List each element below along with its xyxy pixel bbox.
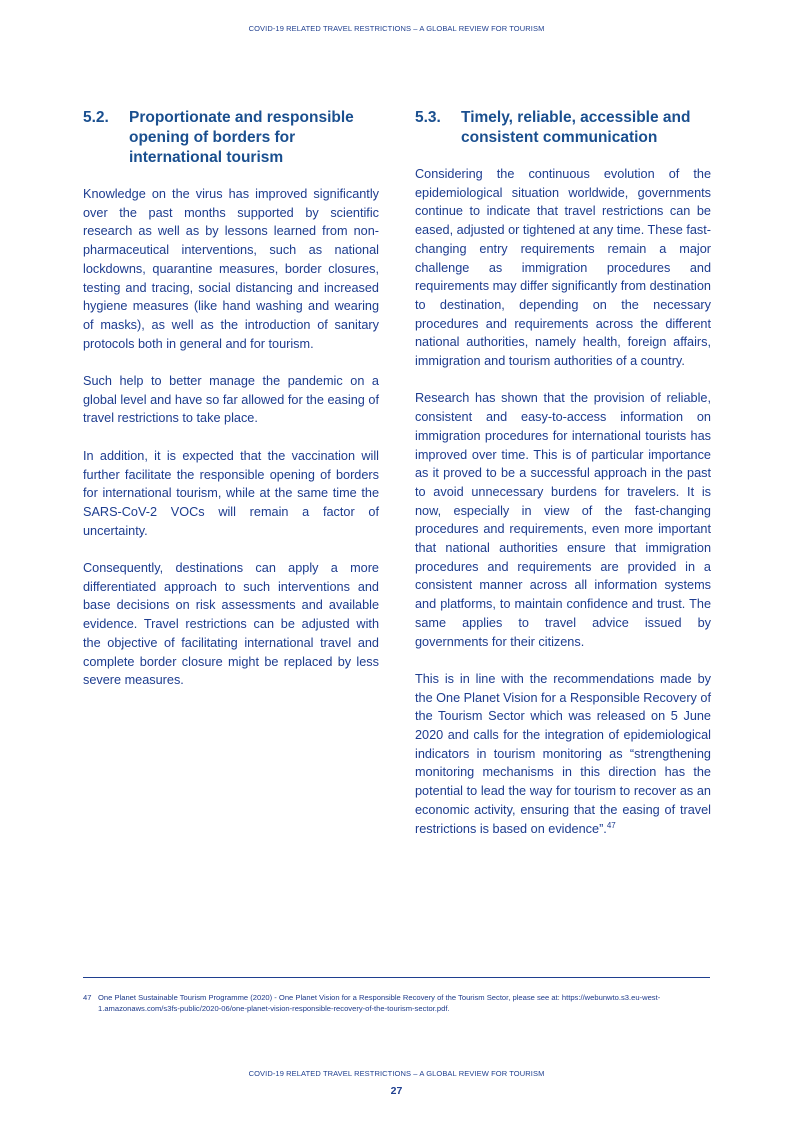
page-number: 27 (390, 1085, 403, 1097)
section-number: 5.3. (415, 109, 441, 126)
section-number: 5.2. (83, 109, 109, 126)
footnote-reference[interactable]: 47 (606, 820, 616, 830)
paragraph: In addition, it is expected that the vaccination will further facilitate the responsible opening of borders for international tourism, while at the same time the SARS-CoV-2 VOCs will remain a factor of uncertainty. (83, 448, 379, 538)
footnote (83, 992, 713, 1014)
paragraph: Consequently, destinations can apply a more differentiated approach to such interventions and base decisions on risk assessments and available evidence. Travel restrictions can be adjusted with the objective of facilitating international travel and complete border closure might be replaced by less severe measures. (83, 561, 379, 688)
running-footer: COVID-19 RELATED TRAVEL RESTRICTIONS – A GLOBAL REVIEW FOR TOURISM (248, 1069, 545, 1078)
section-title: Proportionate and responsible opening of borders for international tourism (129, 109, 354, 166)
running-header: COVID-19 RELATED TRAVEL RESTRICTIONS – A GLOBAL REVIEW FOR TOURISM (248, 24, 545, 33)
paragraph: Research has shown that the provision of reliable, consistent and easy-to-access information on immigration procedures for international tourists has improved over time. This is of particular importance as it proved to be a successful approach in the past to avoid unnecessary burdens for travelers. It is now, especially in view of the fast-changing procedures and requirements, even more important that national authorities ensure that immigration procedures and requirements are provided in a consistent manner across all information systems and platforms, to maintain confidence and trust. The same applies to travel advice issued by governments for their citizens. (415, 391, 711, 649)
paragraph-text: This is in line with the recommendations made by the One Planet Vision for a Responsible Recovery of the Tourism Sector which was released on 5 June 2020 and calls for the integration of epidemiological indicators in tourism monitoring as “strengthening monitoring mechanisms in this direction has the potential to lead the way for tourism to recover as an economic activity, ensuring that the easing of travel restrictions is based on evidence”. (415, 671, 711, 836)
section-title: Timely, reliable, accessible and consistent communication (461, 109, 691, 146)
footnote-text: One Planet Sustainable Tourism Programme (2020) - One Planet Vision for a Responsible Recovery of the Tourism Sector, please see at: https://webunwto.s3.eu-west-1.amazonaws.com/s3fs-public/2020-06/one-planet-vision-responsible-recovery-of-the-tourism-sector.pdf. (98, 993, 661, 1013)
section-5-3 (415, 108, 711, 838)
paragraph (415, 670, 711, 838)
section-heading (415, 108, 711, 148)
section-5-2 (83, 108, 379, 690)
footnote-number: 47 (83, 993, 92, 1002)
paragraph: Considering the continuous evolution of the epidemiological situation worldwide, governments continue to indicate that travel restrictions can be eased, adjusted or tightened at any time. These fast-changing entry requirements remain a major challenge as immigration procedures and requirements may differ significantly from destination to destination, depending on the necessary procedures and requirements across the different national authorities, namely health, foreign affairs, immigration and tourism authorities of a country. (415, 167, 711, 369)
section-heading (83, 108, 379, 168)
footnote-divider (83, 977, 710, 978)
paragraph: Knowledge on the virus has improved significantly over the past months supported by scientific research as well as by lessons learned from non-pharmaceutical interventions, such as national lockdowns, quarantine measures, border closures, testing and tracing, social distancing and increased hygiene measures (like hand washing and wearing of masks), as well as the introduction of sanitary protocols both in general and for tourism. (83, 187, 379, 351)
paragraph: Such help to better manage the pandemic on a global level and have so far allowed for the easing of travel restrictions to take place. (83, 374, 379, 426)
